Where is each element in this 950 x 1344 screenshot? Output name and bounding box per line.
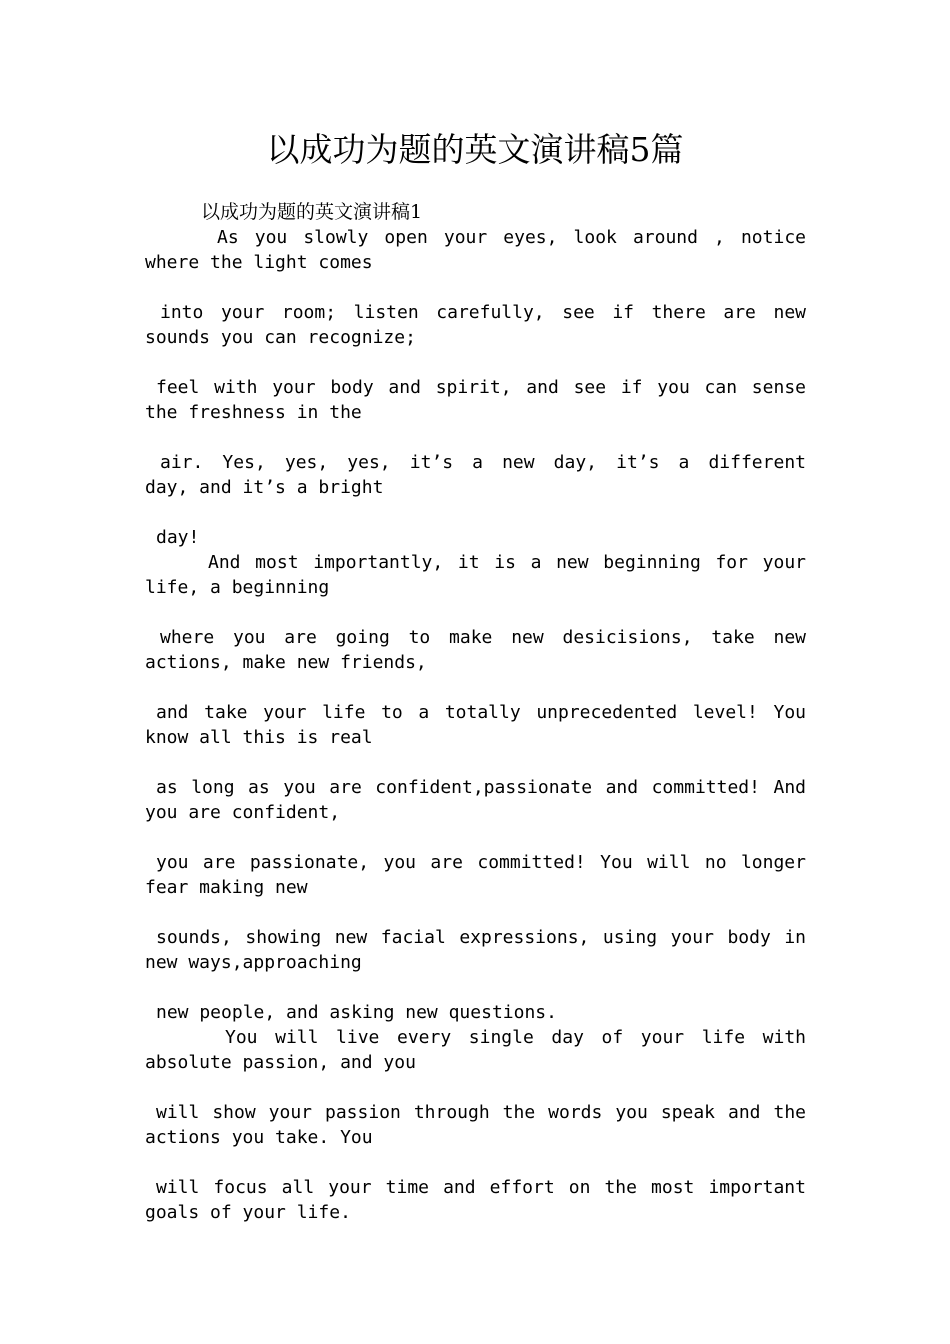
text-line: life, a beginning [145,577,330,598]
line-gap [145,350,806,375]
paragraph-2 [145,550,806,1025]
line-gap [145,500,806,525]
text-line: actions, make new friends, [145,652,427,673]
text-line: As you slowly open your eyes, look around , notice [217,227,806,248]
text-line: absolute passion, and you [145,1052,416,1073]
text-line: goals of your life. [145,1202,351,1223]
text-line: you are confident, [145,802,341,823]
speech-body [145,225,806,1225]
text-line: sounds, showing new facial expressions, using your body in [156,927,806,948]
line-gap [145,425,806,450]
text-line: day, and it’s a bright [145,477,384,498]
line-gap [145,825,806,850]
text-line: into your room; listen carefully, see if there are new [160,302,806,323]
text-line: day! [156,527,200,548]
line-gap [145,275,806,300]
text-line: And most importantly, it is a new beginning for your [208,552,806,573]
text-line: air. Yes, yes, yes, it’s a new day, it’s a different [160,452,806,473]
text-line: new people, and asking new questions. [156,1002,557,1023]
text-line: feel with your body and spirit, and see if you can sense [156,377,806,398]
paragraph-1 [145,225,806,550]
line-gap [145,1150,806,1175]
text-line: as long as you are confident,passionate and committed! And [156,777,806,798]
document-title: 以成功为题的英文演讲稿5篇 [266,130,684,169]
line-gap [145,600,806,625]
text-line: and take your life to a totally unprecedented level! You [156,702,806,723]
section-heading: 以成功为题的英文演讲稿1 [201,201,423,223]
paragraph-3 [145,1025,806,1225]
line-gap [145,900,806,925]
text-line: sounds you can recognize; [145,327,416,348]
text-line: You will live every single day of your life with [225,1027,806,1048]
text-line: will show your passion through the words you speak and the [156,1102,806,1123]
line-gap [145,975,806,1000]
text-line: you are passionate, you are committed! You will no longer [156,852,806,873]
line-gap [145,750,806,775]
line-gap [145,1075,806,1100]
text-line: fear making new [145,877,308,898]
text-line: will focus all your time and effort on the most important [156,1177,806,1198]
line-gap [145,675,806,700]
text-line: new ways,approaching [145,952,362,973]
text-line: actions you take. You [145,1127,373,1148]
text-line: the freshness in the [145,402,362,423]
text-line: know all this is real [145,727,373,748]
text-line: where the light comes [145,252,373,273]
text-line: where you are going to make new desicisions, take new [160,627,806,648]
